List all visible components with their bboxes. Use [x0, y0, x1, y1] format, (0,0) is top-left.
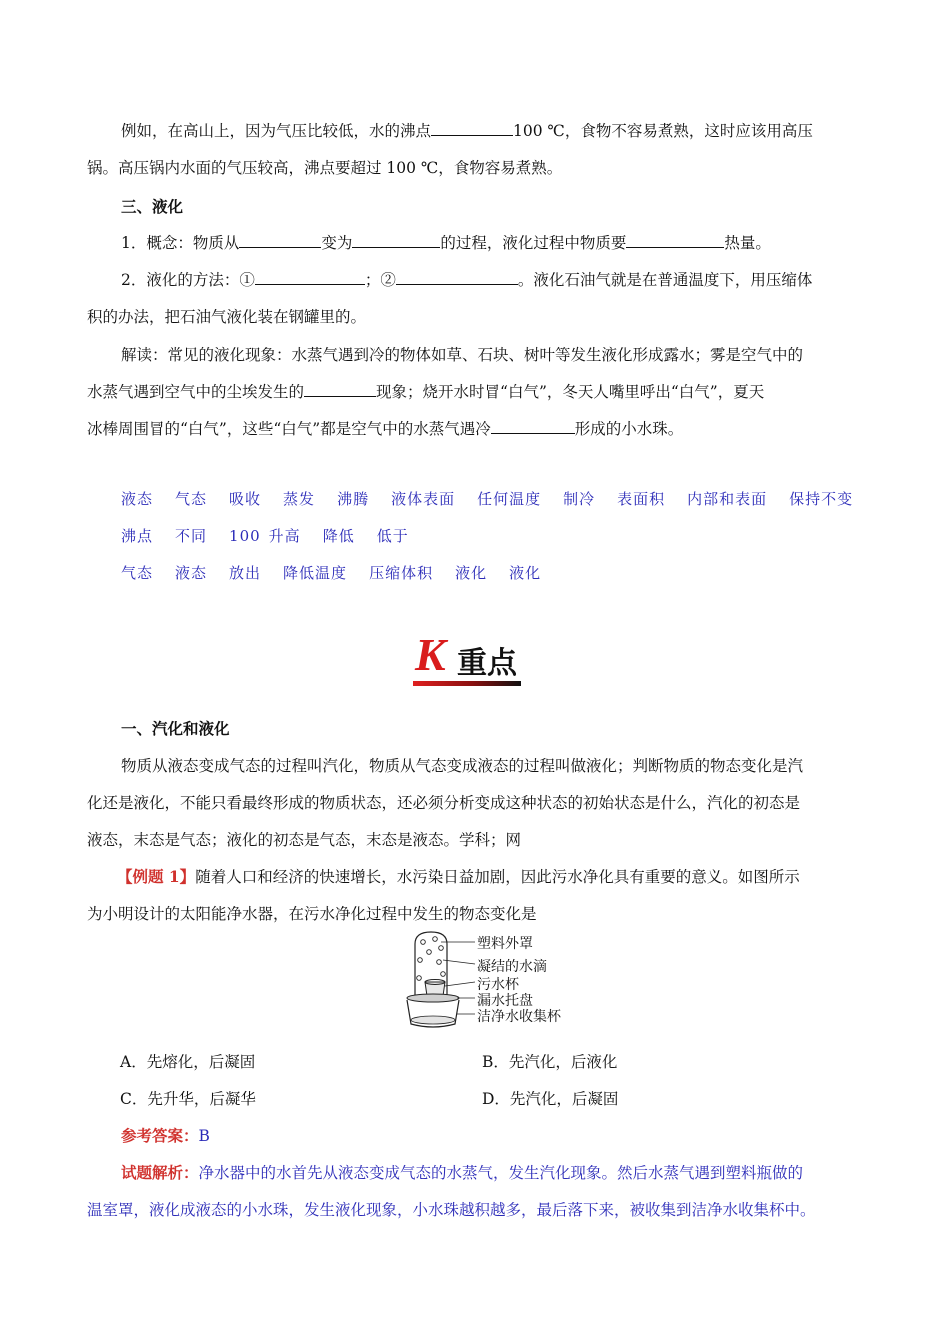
- blank-white-gas: [491, 419, 575, 434]
- note-line3-text-b: 形成的小水珠。: [574, 420, 684, 438]
- answer-word: 压缩体积: [369, 564, 434, 582]
- boiling-text-line2: 锅。高压锅内水面的气压较高，沸点要超过 100 ℃，食物容易煮熟。: [87, 159, 563, 177]
- note-line2-text-b: 现象；烧开水时冒“白气”，冬天人嘴里呼出“白气”，夏天: [376, 383, 765, 401]
- answer-word: 制冷: [563, 490, 596, 508]
- answer-word: 降低温度: [283, 564, 348, 582]
- answer-word: 任何温度: [477, 490, 542, 508]
- label-drip-tray: 漏水托盘: [477, 993, 533, 1009]
- label-condensed-droplets: 凝结的水滴: [477, 959, 547, 975]
- key-points-badge: [413, 629, 521, 688]
- blank-method-1: [255, 270, 365, 285]
- blank-method-2: [396, 270, 518, 285]
- answer-word: 内部和表面: [687, 490, 768, 508]
- label-clean-water-cup: 洁净水收集杯: [477, 1009, 561, 1025]
- answer-word: 低于: [376, 527, 409, 545]
- note-line1: 解读：常见的液化现象：水蒸气遇到冷的物体如草、石块、树叶等发生液化形成露水；雾是空气中的: [121, 346, 804, 364]
- answer-word: 蒸发: [283, 490, 316, 508]
- example-tag: 【例题 1】: [117, 867, 196, 886]
- blank-to-state: [352, 233, 440, 248]
- note-line2: [87, 380, 764, 402]
- option-d: D．先汽化，后凝固: [482, 1090, 619, 1108]
- methods-text-a: 2．液化的方法：①: [121, 271, 255, 289]
- blank-heat: [626, 233, 724, 248]
- note-line3-text-a: 冰棒周围冒的“白气”，这些“白气”都是空气中的水蒸气遇冷: [87, 420, 491, 438]
- answer-row-3: [121, 562, 563, 583]
- label-plastic-cover: 塑料外罩: [477, 936, 533, 952]
- badge-text: 重点: [457, 646, 517, 681]
- boiling-text-part-b: 100 ℃，食物不容易煮熟，这时应该用高压: [513, 122, 813, 140]
- note-line3: [87, 417, 683, 439]
- answer-word: 吸收: [229, 490, 262, 508]
- answer-row-1: [121, 488, 875, 509]
- answer-word: 不同: [175, 527, 208, 545]
- answer-word: 液体表面: [391, 490, 456, 508]
- example-line2: 为小明设计的太阳能净水器，在污水净化过程中发生的物态变化是: [87, 905, 537, 923]
- answer-word: 气态: [175, 490, 208, 508]
- badge-underline: [413, 681, 521, 686]
- option-c: C．先升华，后凝华: [120, 1090, 256, 1108]
- example-line1: [117, 865, 800, 887]
- methods-text-b: ；②: [364, 271, 396, 289]
- boiling-text-line1: [121, 119, 813, 141]
- blank-boiling-point: [431, 121, 513, 136]
- answer-word: 降低: [322, 527, 355, 545]
- answer-word: 100: [229, 527, 261, 545]
- answer-word: 沸腾: [337, 490, 370, 508]
- answer-row-2: [121, 525, 431, 546]
- answer-value: B: [198, 1127, 210, 1145]
- analysis-line2: 温室罩，液化成液态的小水珠，发生液化现象，小水珠越积越多，最后落下来，被收集到洁净水收集杯中。: [87, 1201, 816, 1219]
- answer-word: 升高: [268, 527, 301, 545]
- analysis-text-1: 净水器中的水首先从液态变成气态的水蒸气，发生汽化现象。然后水蒸气遇到塑料瓶做的: [198, 1164, 804, 1182]
- methods-line: [121, 268, 812, 290]
- concept-text-a: 1．概念：物质从: [121, 234, 240, 252]
- answer-word: 液化: [509, 564, 542, 582]
- methods-line2: 积的办法，把石油气液化装在钢罐里的。: [87, 308, 367, 326]
- concept-line: [121, 231, 771, 253]
- answer-word: 气态: [121, 564, 154, 582]
- concept-text-c: 的过程，液化过程中物质要: [440, 234, 627, 252]
- blank-from-state: [239, 233, 321, 248]
- badge-letter: K: [415, 629, 446, 680]
- concept-text-d: 热量。: [724, 234, 771, 252]
- blank-fog: [304, 382, 376, 397]
- solar-purifier-figure: [405, 930, 585, 1030]
- answer-word: 液化: [455, 564, 488, 582]
- reference-answer: [121, 1124, 210, 1146]
- concept-text-b: 变为: [321, 234, 353, 252]
- answer-word: 液态: [175, 564, 208, 582]
- boiling-text-part-a: 例如，在高山上，因为气压比较低，水的沸点: [121, 122, 432, 140]
- label-dirty-water-cup: 污水杯: [477, 977, 519, 993]
- answer-word: 保持不变: [789, 490, 854, 508]
- option-a: A．先熔化，后凝固: [120, 1053, 256, 1071]
- note-line2-text-a: 水蒸气遇到空气中的尘埃发生的: [87, 383, 305, 401]
- answer-word: 沸点: [121, 527, 154, 545]
- answer-label: 参考答案：: [121, 1126, 199, 1145]
- analysis-line1: [121, 1161, 803, 1183]
- section-title-vaporization: 一、汽化和液化: [121, 719, 230, 738]
- section1-line1: 物质从液态变成气态的过程叫汽化，物质从气态变成液态的过程叫做液化；判断物质的物态变化是汽: [121, 757, 804, 775]
- example-question-text: 随着人口和经济的快速增长，水污染日益加剧，因此污水净化具有重要的意义。如图所示: [195, 868, 800, 886]
- analysis-label: 试题解析：: [121, 1163, 199, 1182]
- section1-line3: 液态，末态是气态；液化的初态是气态，末态是液态。学科；网: [87, 831, 522, 849]
- answer-word: 表面积: [617, 490, 666, 508]
- methods-text-c: 。液化石油气就是在普通温度下，用压缩体: [517, 271, 813, 289]
- answer-word: 放出: [229, 564, 262, 582]
- section1-line2: 化还是液化，不能只看最终形成的物质状态，还必须分析变成这种状态的初始状态是什么，汽化的初态是: [87, 794, 801, 812]
- answer-word: 液态: [121, 490, 154, 508]
- section-title-liquefaction: 三、液化: [121, 197, 184, 216]
- option-b: B．先汽化，后液化: [482, 1053, 618, 1071]
